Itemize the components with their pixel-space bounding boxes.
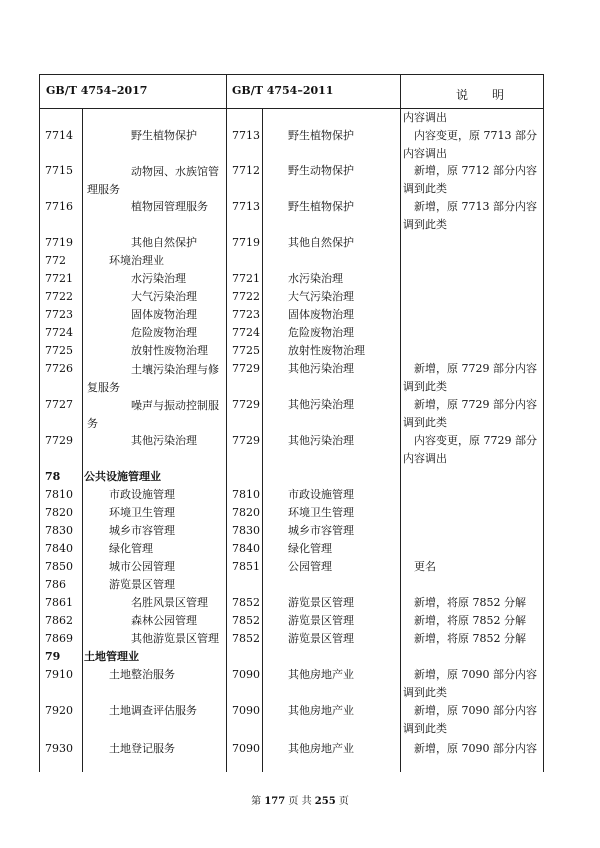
footer-suffix: 页 xyxy=(338,796,349,807)
row-name-old: 游览景区管理 xyxy=(288,632,354,645)
row-code-new: 7820 xyxy=(45,506,73,519)
row-name-old: 大气污染治理 xyxy=(288,290,354,303)
row-name-old: 野生植物保护 xyxy=(288,129,354,142)
row-name-new: 植物园管理服务 xyxy=(131,200,208,213)
row-code-new: 7714 xyxy=(45,129,73,142)
row-code-new: 786 xyxy=(45,578,66,591)
row-name-new: 游览景区管理 xyxy=(109,578,175,591)
row-name-old: 其他污染治理 xyxy=(288,434,354,447)
row-code-new: 7727 xyxy=(45,398,73,411)
row-name-old: 其他污染治理 xyxy=(288,362,354,375)
row-code-old: 7851 xyxy=(232,560,260,573)
row-name-old: 其他房地产业 xyxy=(288,668,354,681)
row-remark: 新增，原 7729 部分内容调到此类 xyxy=(403,362,537,393)
row-code-old: 7090 xyxy=(232,704,260,717)
row-code-old: 7852 xyxy=(232,632,260,645)
row-code-old: 7729 xyxy=(232,362,260,375)
row-code-old: 7840 xyxy=(232,542,260,555)
row-code-new: 7723 xyxy=(45,308,73,321)
row-name-new: 土壤污染治理与修复服务 xyxy=(87,363,219,394)
column-divider-mid xyxy=(226,74,227,772)
row-name-new: 土地调查评估服务 xyxy=(109,704,197,717)
row-remark: 新增，将原 7852 分解 xyxy=(403,596,526,609)
row-name-old: 公园管理 xyxy=(288,560,332,573)
row-code-new: 7861 xyxy=(45,596,73,609)
row-code-new: 79 xyxy=(45,650,61,663)
row-name-new: 土地整治服务 xyxy=(109,668,175,681)
row-code-old: 7852 xyxy=(232,596,260,609)
row-code-new: 7725 xyxy=(45,344,73,357)
row-remark: 新增，原 7090 部分内容调到此类 xyxy=(403,704,537,735)
row-name-old: 野生动物保护 xyxy=(288,164,354,177)
row-remark: 新增，原 7090 部分内容调到此类 xyxy=(403,668,537,699)
row-code-new: 7721 xyxy=(45,272,73,285)
row-name-new: 固体废物治理 xyxy=(131,308,197,321)
row-code-new: 7729 xyxy=(45,434,73,447)
row-name-old: 绿化管理 xyxy=(288,542,332,555)
row-code-old: 7090 xyxy=(232,668,260,681)
row-remark: 新增，将原 7852 分解 xyxy=(403,614,526,627)
footer-total-pages: 255 xyxy=(314,796,336,807)
row-name-old: 其他污染治理 xyxy=(288,398,354,411)
row-name-new: 其他自然保护 xyxy=(131,236,197,249)
row-name-old: 市政设施管理 xyxy=(288,488,354,501)
row-code-new: 7862 xyxy=(45,614,73,627)
row-code-old: 7725 xyxy=(232,344,260,357)
row-code-old: 7810 xyxy=(232,488,260,501)
row-code-new: 772 xyxy=(45,254,66,267)
table-right-border xyxy=(543,74,544,772)
row-code-old: 7719 xyxy=(232,236,260,249)
row-name-new: 城乡市容管理 xyxy=(109,524,175,537)
row-name-new: 其他游览景区管理 xyxy=(131,632,219,645)
row-code-new: 7726 xyxy=(45,362,73,375)
row-remark: 更名 xyxy=(403,560,436,573)
row-name-new: 其他污染治理 xyxy=(131,434,197,447)
row-code-old: 7852 xyxy=(232,614,260,627)
row-name-old: 环境卫生管理 xyxy=(288,506,354,519)
row-code-new: 7715 xyxy=(45,164,73,177)
row-remark: 内容调出 xyxy=(403,111,447,124)
row-code-new: 7930 xyxy=(45,742,73,755)
row-remark: 新增，原 7729 部分内容调到此类 xyxy=(403,398,537,429)
row-code-new: 78 xyxy=(45,470,61,483)
column-divider-note xyxy=(400,74,401,772)
row-name-new: 环境卫生管理 xyxy=(109,506,175,519)
row-name-old: 危险废物治理 xyxy=(288,326,354,339)
row-code-new: 7724 xyxy=(45,326,73,339)
row-name-new: 动物园、水族馆管理服务 xyxy=(87,165,219,196)
row-name-old: 游览景区管理 xyxy=(288,614,354,627)
row-code-old: 7713 xyxy=(232,200,260,213)
row-name-old: 其他房地产业 xyxy=(288,742,354,755)
table-left-border xyxy=(39,74,40,772)
row-code-new: 7716 xyxy=(45,200,73,213)
row-code-new: 7910 xyxy=(45,668,73,681)
row-remark: 新增，将原 7852 分解 xyxy=(403,632,526,645)
row-code-old: 7721 xyxy=(232,272,260,285)
row-code-old: 7729 xyxy=(232,398,260,411)
row-code-new: 7869 xyxy=(45,632,73,645)
row-name-new: 土地登记服务 xyxy=(109,742,175,755)
row-name-new: 野生植物保护 xyxy=(131,129,197,142)
footer-mid: 页 共 xyxy=(288,796,312,807)
row-code-old: 7713 xyxy=(232,129,260,142)
row-code-old: 7729 xyxy=(232,434,260,447)
row-code-old: 7712 xyxy=(232,164,260,177)
row-remark: 内容变更，原 7729 部分内容调出 xyxy=(403,434,537,465)
row-remark: 内容变更，原 7713 部分内容调出 xyxy=(403,129,537,160)
table-top-border xyxy=(39,74,543,75)
row-code-new: 7810 xyxy=(45,488,73,501)
row-name-old: 固体废物治理 xyxy=(288,308,354,321)
row-name-old: 其他房地产业 xyxy=(288,704,354,717)
row-name-new: 放射性废物治理 xyxy=(131,344,208,357)
row-name-new: 绿化管理 xyxy=(109,542,153,555)
row-code-old: 7723 xyxy=(232,308,260,321)
row-name-new: 公共设施管理业 xyxy=(84,470,161,483)
row-code-new: 7719 xyxy=(45,236,73,249)
row-code-new: 7920 xyxy=(45,704,73,717)
footer-prefix: 第 xyxy=(251,796,262,807)
page-footer xyxy=(0,792,600,807)
header-old-standard: GB/T 4754–2011 xyxy=(232,84,334,97)
row-name-new: 森林公园管理 xyxy=(131,614,197,627)
row-name-new: 环境治理业 xyxy=(109,254,164,267)
row-remark: 新增，原 7713 部分内容调到此类 xyxy=(403,200,537,231)
row-code-old: 7724 xyxy=(232,326,260,339)
row-name-new: 危险废物治理 xyxy=(131,326,197,339)
row-code-old: 7830 xyxy=(232,524,260,537)
row-name-old: 放射性废物治理 xyxy=(288,344,365,357)
row-name-old: 游览景区管理 xyxy=(288,596,354,609)
header-new-standard: GB/T 4754–2017 xyxy=(46,84,148,97)
row-remark: 新增，原 7090 部分内容 xyxy=(403,742,537,755)
column-divider-code-new xyxy=(82,108,83,772)
row-code-new: 7722 xyxy=(45,290,73,303)
row-code-old: 7090 xyxy=(232,742,260,755)
footer-page-number: 177 xyxy=(264,796,286,807)
row-name-old: 城乡市容管理 xyxy=(288,524,354,537)
row-name-new: 土地管理业 xyxy=(84,650,139,663)
row-code-new: 7830 xyxy=(45,524,73,537)
row-name-old: 水污染治理 xyxy=(288,272,343,285)
row-name-new: 市政设施管理 xyxy=(109,488,175,501)
row-name-new: 城市公园管理 xyxy=(109,560,175,573)
row-name-new: 水污染治理 xyxy=(131,272,186,285)
row-name-new: 名胜风景区管理 xyxy=(131,596,208,609)
row-name-old: 其他自然保护 xyxy=(288,236,354,249)
row-name-new: 大气污染治理 xyxy=(131,290,197,303)
row-name-new: 噪声与振动控制服务 xyxy=(87,399,219,430)
row-code-old: 7722 xyxy=(232,290,260,303)
row-code-new: 7840 xyxy=(45,542,73,555)
row-remark: 新增，原 7712 部分内容调到此类 xyxy=(403,164,537,195)
row-code-old: 7820 xyxy=(232,506,260,519)
row-code-new: 7850 xyxy=(45,560,73,573)
row-name-old: 野生植物保护 xyxy=(288,200,354,213)
header-remarks: 说 明 xyxy=(456,88,505,102)
column-divider-code-old xyxy=(262,108,263,772)
